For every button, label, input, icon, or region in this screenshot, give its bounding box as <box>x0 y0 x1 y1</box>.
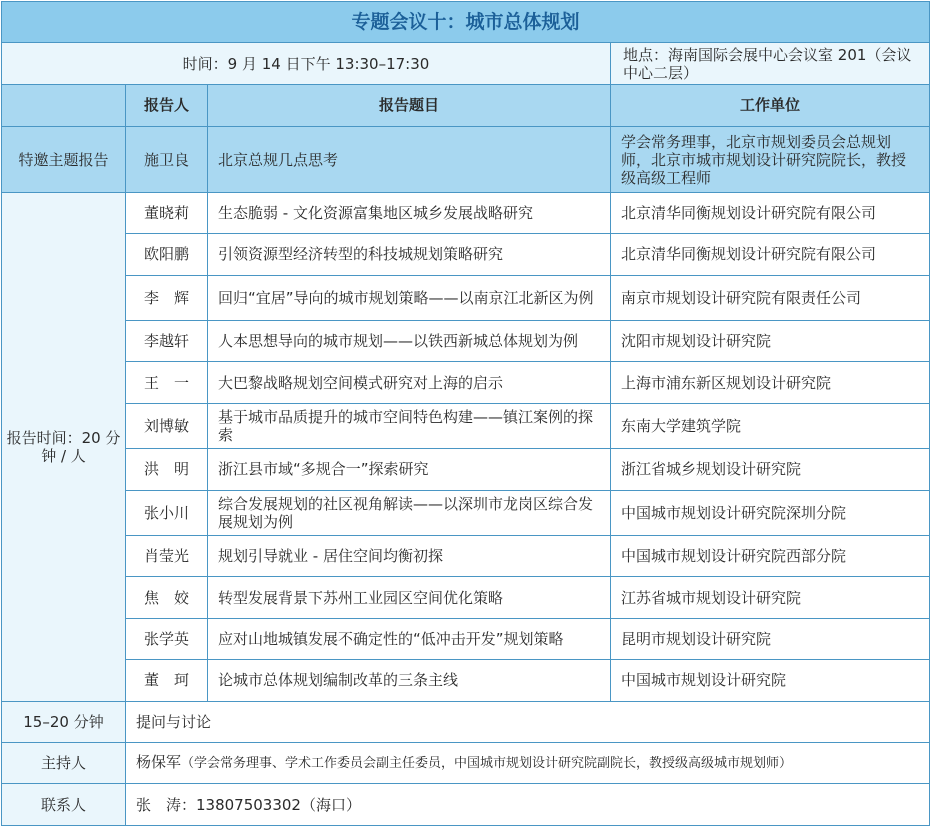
host-row <box>2 743 930 784</box>
keynote-category: 特邀主题报告 <box>2 127 126 193</box>
talk-speaker: 王 一 <box>126 362 208 403</box>
header-affiliation: 工作单位 <box>611 84 930 126</box>
talk-affiliation: 南京市规划设计研究院有限责任公司 <box>611 275 930 320</box>
talk-affiliation: 沈阳市规划设计研究院 <box>611 321 930 362</box>
keynote-affiliation: 学会常务理事，北京市规划委员会总规划师，北京市城市规划设计研究院院长，教授级高级工程师 <box>611 127 930 193</box>
column-header-row <box>2 84 930 126</box>
host-detail: （学会常务理事、学术工作委员会副主任委员，中国城市规划设计研究院副院长，教授级高级城市规划师） <box>181 756 793 772</box>
talk-affiliation: 中国城市规划设计研究院深圳分院 <box>611 490 930 535</box>
talk-affiliation: 昆明市规划设计研究院 <box>611 618 930 659</box>
session-venue: 地点：海南国际会展中心会议室 201（会议中心二层） <box>611 43 930 84</box>
contact-value: 张 涛：13807503302（海口） <box>126 784 930 826</box>
discussion-label: 15–20 分钟 <box>2 701 126 742</box>
talk-row <box>2 449 930 490</box>
keynote-topic: 北京总规几点思考 <box>208 127 611 193</box>
talk-speaker: 肖莹光 <box>126 536 208 577</box>
talk-speaker: 董 珂 <box>126 660 208 701</box>
host-label: 主持人 <box>2 743 126 784</box>
host-value <box>126 743 930 784</box>
talk-row <box>2 660 930 701</box>
discussion-value: 提问与讨论 <box>126 701 930 742</box>
talk-topic: 浙江县市域“多规合一”探索研究 <box>208 449 611 490</box>
talk-affiliation: 浙江省城乡规划设计研究院 <box>611 449 930 490</box>
contact-row <box>2 784 930 826</box>
discussion-row <box>2 701 930 742</box>
talk-topic: 基于城市品质提升的城市空间特色构建——镇江案例的探索 <box>208 403 611 448</box>
talk-speaker: 刘博敏 <box>126 403 208 448</box>
talk-speaker: 张小川 <box>126 490 208 535</box>
talk-speaker: 董晓莉 <box>126 192 208 233</box>
talk-topic: 大巴黎战略规划空间模式研究对上海的启示 <box>208 362 611 403</box>
header-topic: 报告题目 <box>208 84 611 126</box>
talk-row <box>2 490 930 535</box>
talk-topic: 规划引导就业 - 居住空间均衡初探 <box>208 536 611 577</box>
session-time: 时间：9 月 14 日下午 13:30–17:30 <box>2 43 611 84</box>
talk-affiliation: 上海市浦东新区规划设计研究院 <box>611 362 930 403</box>
talk-speaker: 张学英 <box>126 618 208 659</box>
keynote-row <box>2 127 930 193</box>
talk-topic: 生态脆弱 - 文化资源富集地区城乡发展战略研究 <box>208 192 611 233</box>
talk-row <box>2 321 930 362</box>
talk-affiliation: 中国城市规划设计研究院 <box>611 660 930 701</box>
talk-affiliation: 中国城市规划设计研究院西部分院 <box>611 536 930 577</box>
contact-label: 联系人 <box>2 784 126 826</box>
talk-row <box>2 275 930 320</box>
talk-speaker: 焦 姣 <box>126 577 208 618</box>
talk-affiliation: 北京清华同衡规划设计研究院有限公司 <box>611 234 930 275</box>
keynote-speaker: 施卫良 <box>126 127 208 193</box>
talk-row <box>2 536 930 577</box>
session-table <box>1 1 930 826</box>
talk-row <box>2 618 930 659</box>
talk-row <box>2 192 930 233</box>
talk-topic: 引领资源型经济转型的科技城规划策略研究 <box>208 234 611 275</box>
talk-row <box>2 234 930 275</box>
talk-topic: 转型发展背景下苏州工业园区空间优化策略 <box>208 577 611 618</box>
talk-speaker: 李 辉 <box>126 275 208 320</box>
talk-topic: 论城市总体规划编制改革的三条主线 <box>208 660 611 701</box>
talk-speaker: 洪 明 <box>126 449 208 490</box>
talk-topic: 人本思想导向的城市规划——以铁西新城总体规划为例 <box>208 321 611 362</box>
talk-speaker: 欧阳鹏 <box>126 234 208 275</box>
header-empty <box>2 84 126 126</box>
talk-topic: 综合发展规划的社区视角解读——以深圳市龙岗区综合发展规划为例 <box>208 490 611 535</box>
talk-affiliation: 江苏省城市规划设计研究院 <box>611 577 930 618</box>
talks-category: 报告时间：20 分钟 / 人 <box>2 192 126 701</box>
talk-speaker: 李越轩 <box>126 321 208 362</box>
session-title: 专题会议十：城市总体规划 <box>2 2 930 43</box>
header-speaker: 报告人 <box>126 84 208 126</box>
talk-topic: 回归“宜居”导向的城市规划策略——以南京江北新区为例 <box>208 275 611 320</box>
host-name: 杨保军 <box>136 753 182 772</box>
talk-affiliation: 北京清华同衡规划设计研究院有限公司 <box>611 192 930 233</box>
talk-affiliation: 东南大学建筑学院 <box>611 403 930 448</box>
talk-row <box>2 403 930 448</box>
talk-topic: 应对山地城镇发展不确定性的“低冲击开发”规划策略 <box>208 618 611 659</box>
talk-row <box>2 577 930 618</box>
talk-row <box>2 362 930 403</box>
